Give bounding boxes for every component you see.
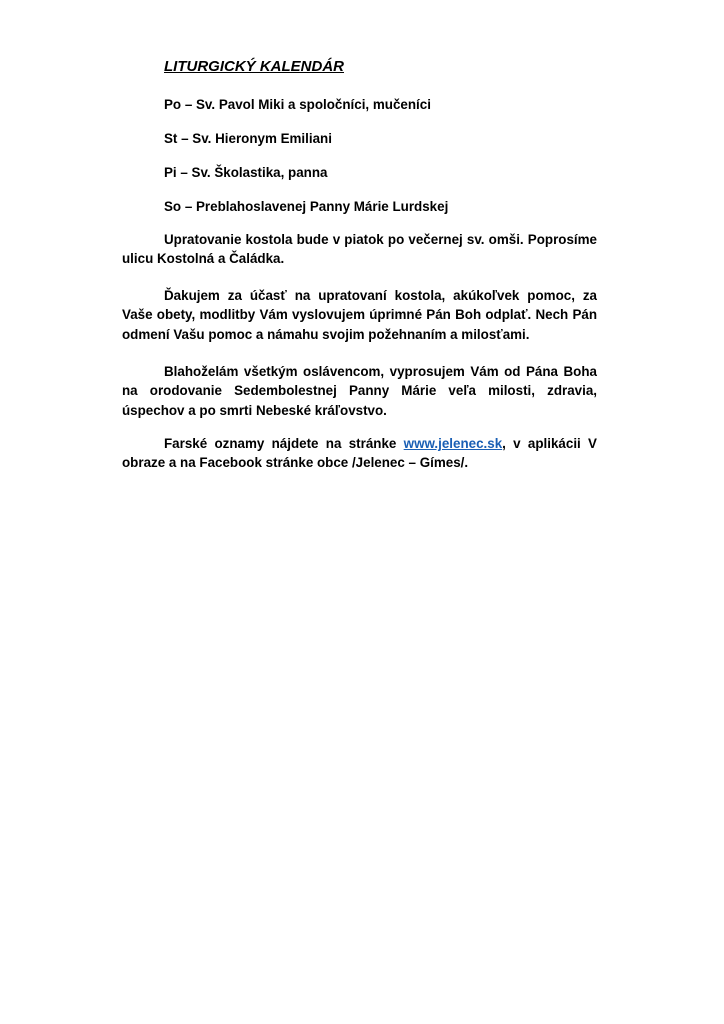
calendar-item-saturday: So – Preblahoslavenej Panny Márie Lurdskej xyxy=(164,199,449,214)
announcements-text-before: Farské oznamy nájdete na stránke xyxy=(164,436,404,451)
calendar-item-monday: Po – Sv. Pavol Miki a spoločníci, mučeníci xyxy=(164,97,431,112)
website-link[interactable]: www.jelenec.sk xyxy=(403,436,503,451)
paragraph-cleaning: Upratovanie kostola bude v piatok po večernej sv. omši. Poprosíme ulicu Kostolná a Čaládka. xyxy=(122,232,597,267)
calendar-item-friday: Pi – Sv. Školastika, panna xyxy=(164,165,328,180)
calendar-item-wednesday: St – Sv. Hieronym Emiliani xyxy=(164,131,332,146)
announcements-text-after: , v aplikácii V obraze a na Facebook stránke obce /Jelenec – Gímes/. xyxy=(122,436,597,471)
paragraph-announcements xyxy=(122,434,597,473)
paragraph-congratulations: Blahoželám všetkým oslávencom, vyprosujem Vám od Pána Boha na orodovanie Sedembolestnej Panny Márie veľa milosti, zdravia, úspechov a po smrti Nebeské kráľovstvo. xyxy=(122,364,597,418)
paragraph-thanks: Ďakujem za účasť na upratovaní kostola, akúkoľvek pomoc, za Vaše obety, modlitby Vám vyslovujem úprimné Pán Boh odplať. Nech Pán odmení Vašu pomoc a námahu svojim požehnaním a milosťami. xyxy=(122,288,597,342)
page-title: LITURGICKÝ KALENDÁR xyxy=(164,58,344,75)
